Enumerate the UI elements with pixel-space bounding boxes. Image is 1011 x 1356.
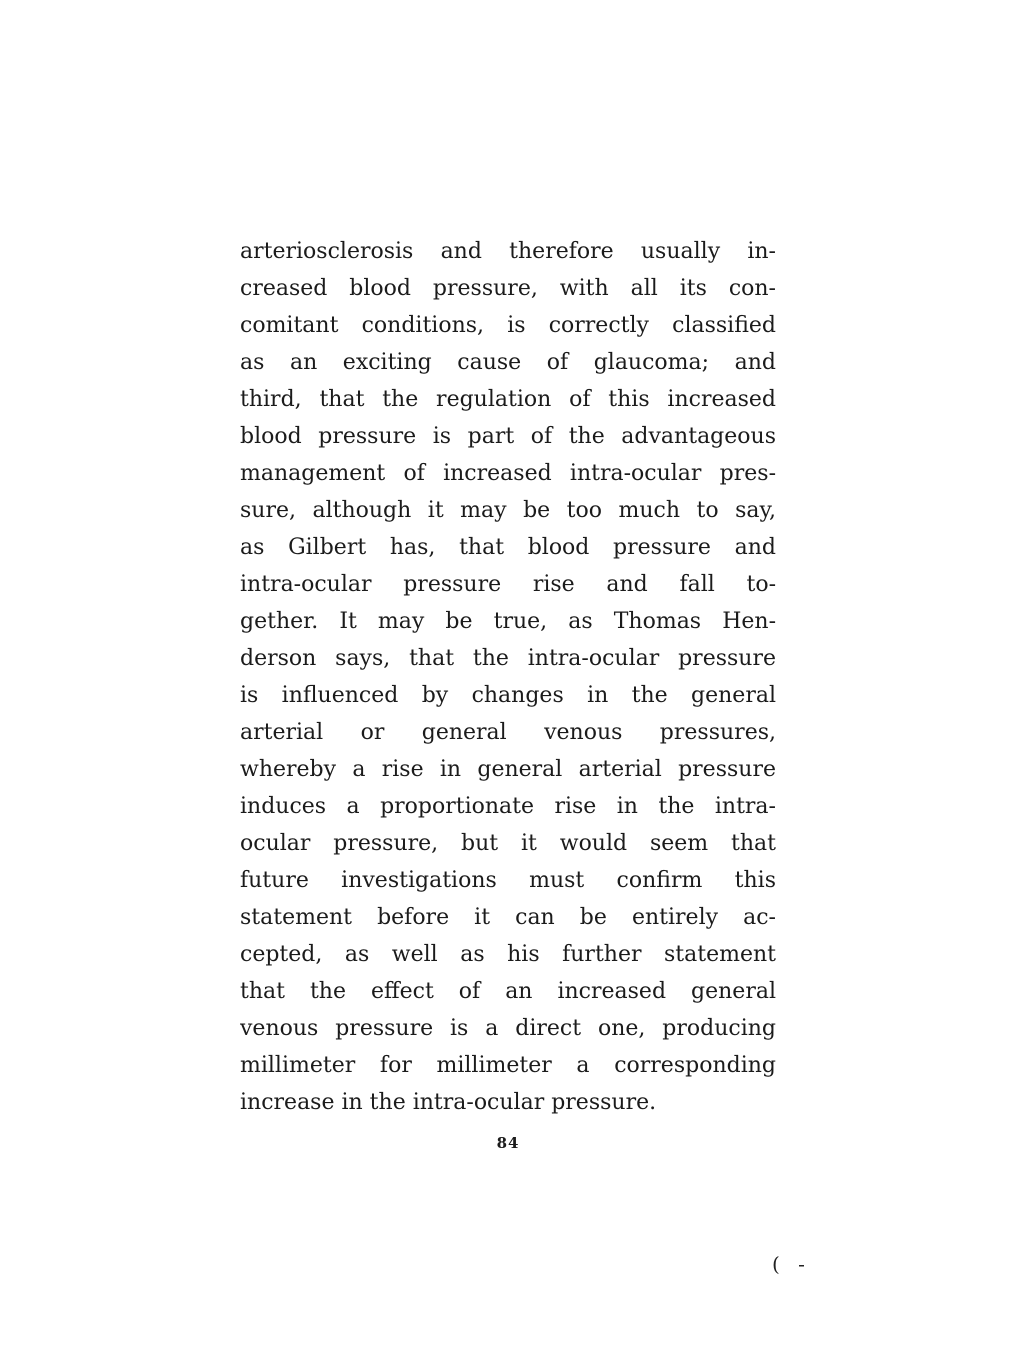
text-line: arterial or general venous pressures, [240, 720, 776, 745]
text-line: increase in the intra-ocular pressure. [240, 1090, 657, 1115]
text-line: cepted, as well as his further statement [240, 942, 776, 967]
text-line: management of increased intra-ocular pres- [240, 461, 776, 486]
text-line: is influenced by changes in the general [240, 683, 776, 708]
page-number: 84 [496, 1134, 520, 1152]
text-line: induces a proportionate rise in the intra- [240, 794, 776, 819]
text-line: blood pressure is part of the advantageous [240, 424, 776, 449]
text-line: intra-ocular pressure rise and fall to- [240, 572, 776, 597]
text-line: whereby a rise in general arterial pressure [240, 757, 776, 782]
text-line: future investigations must confirm this [240, 868, 776, 893]
text-line: as an exciting cause of glaucoma; and [240, 350, 776, 375]
text-line: creased blood pressure, with all its con- [240, 276, 776, 301]
text-line: arteriosclerosis and therefore usually in- [240, 239, 776, 264]
text-line: venous pressure is a direct one, producing [240, 1016, 776, 1041]
text-line: millimeter for millimeter a corresponding [240, 1053, 776, 1078]
text-line: gether. It may be true, as Thomas Hen- [240, 609, 776, 634]
paragraph-block [240, 233, 776, 1121]
text-line: statement before it can be entirely ac- [240, 905, 776, 930]
text-line: ocular pressure, but it would seem that [240, 831, 776, 856]
text-line: derson says, that the intra-ocular pressure [240, 646, 776, 671]
text-line: comitant conditions, is correctly classified [240, 313, 776, 338]
text-line: third, that the regulation of this increased [240, 387, 776, 412]
text-line: as Gilbert has, that blood pressure and [240, 535, 776, 560]
print-artifact: ( - [772, 1252, 811, 1276]
text-line: sure, although it may be too much to say, [240, 498, 776, 523]
text-line: that the effect of an increased general [240, 979, 776, 1004]
